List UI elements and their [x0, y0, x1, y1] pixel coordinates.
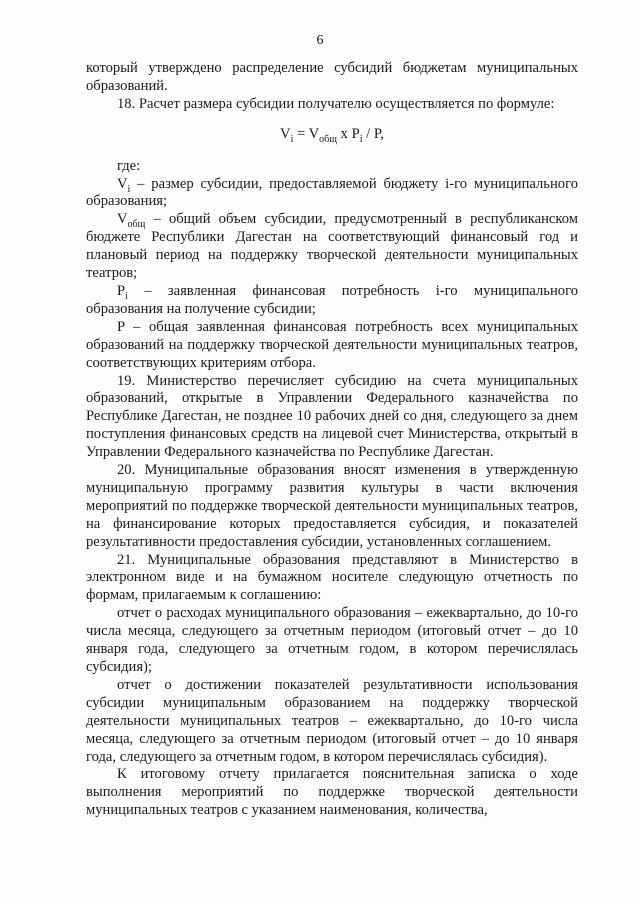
paragraph-19: 19. Министерство перечисляет субсидию на счета муниципальных образований, открытые в Управлении Федерального казначейства по Республике Дагестан, не позднее 10 рабочих дней со дня, следующего за днем поступления финансовых средств на лицевой счет Министерства, открытый в Управлении Федерального казначейства по Республике Дагестан. — [86, 372, 578, 461]
definition-vi — [86, 176, 578, 212]
pi-sub: i — [125, 290, 128, 302]
vi-sub: i — [127, 183, 131, 195]
vobsh-sub: общ — [127, 219, 146, 231]
definition-pi — [86, 283, 578, 319]
formula-sub-i: i — [290, 133, 294, 145]
definition-vobsh — [86, 211, 578, 283]
formula-tail: / P, — [362, 125, 384, 142]
formula-x: x P — [336, 125, 360, 142]
paragraph-20: 20. Муниципальные образования вносят изменения в утвержденную муниципальную программу развития культуры в части включения мероприятий по поддержке творческой деятельности муниципальных театров, на финансирование которых предоставляется субсидия, и показателей результативности предоставления субсидии, установленных соглашением. — [86, 462, 578, 550]
report-indicators: отчет о достижении показателей результативности использования субсидии муниципальным образованием на поддержку творческой деятельности муниципальных театров – ежеквартально, до 10-го числа месяца, следующего за отчетным периодом (итоговый отчет – до 10 января года, следующего за отчетным годом, в котором перечислялась субсидия). — [86, 676, 578, 765]
paragraph-continuation: который утверждено распределение субсидий бюджетам муниципальных образований. — [86, 60, 578, 94]
definition-p: P – общая заявленная финансовая потребность всех муниципальных образований на поддержку творческой деятельности муниципальных театров, соответствующих критериям отбора. — [86, 318, 578, 371]
formula-v: V — [280, 125, 291, 142]
page-number: 6 — [316, 33, 324, 48]
report-expenses: отчет о расходах муниципального образования – ежеквартально, до 10-го числа месяца, следующего за отчетным периодом (итоговый отчет – до 10 января года, следующего за отчетным годом, в котором перечислялась субсидия); — [86, 605, 578, 675]
paragraph-final: К итоговому отчету прилагается пояснительная записка о ходе выполнения мероприятий по поддержке творческой деятельности муниципальных театров с указанием наименования, количества, — [86, 766, 578, 819]
formula — [86, 126, 578, 144]
paragraph-18: 18. Расчет размера субсидии получателю осуществляется по формуле: — [117, 95, 555, 112]
vobsh-symbol: V — [117, 211, 128, 228]
formula-sub-obsh: общ — [319, 133, 337, 145]
paragraph-21: 21. Муниципальные образования представляют в Министерство в электронном виде и на бумажном носителе следующую отчетность по формам, прилагаемым к соглашению: — [86, 551, 578, 604]
document-body — [86, 60, 578, 820]
vi-text: – размер субсидии, предоставляемой бюджету i-го муниципального образования; — [86, 175, 578, 210]
vi-symbol: V — [117, 175, 128, 192]
where-label: где: — [117, 157, 141, 174]
vobsh-text: – общий объем субсидии, предусмотренный в республиканском бюджете Республики Дагестан на соответствующий финансовый год и плановый период на поддержку творческой деятельности муниципальных театров; — [86, 211, 578, 282]
pi-text: – заявленная финансовая потребность i-го муниципального образования на получение субсидии; — [86, 282, 578, 317]
formula-eq: = V — [293, 125, 320, 142]
pi-symbol: P — [117, 282, 126, 299]
formula-sub-i2: i — [359, 133, 363, 145]
